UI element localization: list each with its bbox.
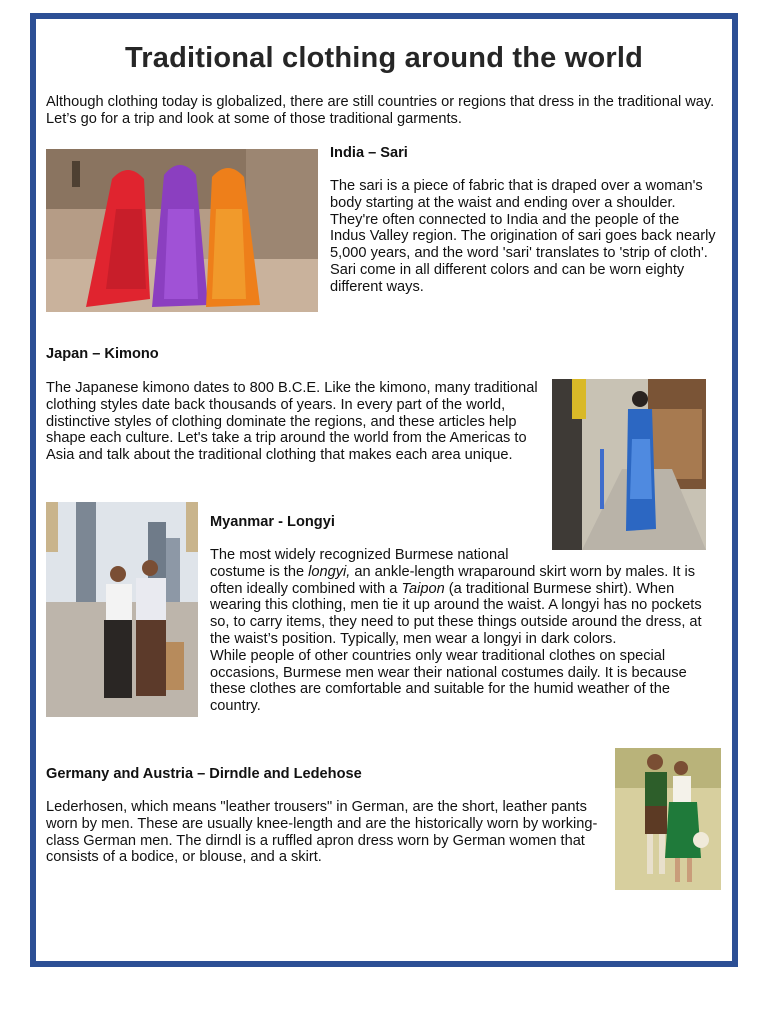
japan-heading: Japan – Kimono bbox=[46, 346, 159, 362]
germany-heading: Germany and Austria – Dirndle and Ledehose bbox=[46, 766, 362, 782]
japan-kimono-photo bbox=[552, 379, 706, 550]
myanmar-paragraph-line1: The most widely recognized Burmese national bbox=[210, 547, 509, 563]
page-title: Traditional clothing around the world bbox=[124, 42, 644, 74]
myanmar-text-3: (a traditional Burmese shirt). When wearing this clothing, men tie it up around the waist. A longyi has no pockets so, to carry items, they need to put these things outside around the dress, at the waist’s position. Typically, men wear a longyi in dark colors. bbox=[210, 580, 702, 647]
india-paragraph: The sari is a piece of fabric that is draped over a woman's body starting at the waist and ending over a shoulder. They're often connected to India and the people of the Indus Valley region. The origination of sari goes back nearly 5,000 years, and the word 'sari' translates to 'strip of cloth'. Sari come in all different colors and can be worn eighty different ways. bbox=[330, 178, 716, 295]
myanmar-term-longyi: longyi, bbox=[308, 563, 351, 580]
myanmar-heading: Myanmar - Longyi bbox=[210, 514, 335, 530]
japan-paragraph: The Japanese kimono dates to 800 B.C.E. Like the kimono, many traditional clothing styles date back thousands of years. In every part of the world, distinctive styles of clothing dominate the regions, and these articles help shape each culture. Let's take a trip around the world from the Americas to Asia and talk about the traditional clothing that makes each area unique. bbox=[46, 380, 538, 464]
india-heading: India – Sari bbox=[330, 145, 408, 161]
myanmar-text-1: costume is the bbox=[210, 563, 309, 580]
germany-paragraph: Lederhosen, which means "leather trousers" in German, are the short, leather pants worn by men. These are usually knee-length and are the historically worn by working-class German men. The dirndl is a ruffled apron dress worn by German women that consists of a bodice, or blouse, and a skirt. bbox=[46, 799, 598, 866]
myanmar-paragraph-2: While people of other countries only wear traditional clothes on special occasions, Burmese men wear their national costumes daily. It is because these clothes are comfortable and suitable for the humid weather of the country. bbox=[210, 647, 687, 715]
myanmar-longyi-photo bbox=[46, 502, 198, 717]
myanmar-paragraph bbox=[210, 547, 720, 715]
intro-paragraph: Although clothing today is globalized, there are still countries or regions that dress in the traditional way. Let’s go for a trip and look at some of those traditional garments. bbox=[46, 94, 715, 127]
india-sari-photo bbox=[46, 149, 318, 312]
myanmar-term-taipon: Taipon bbox=[401, 580, 445, 597]
myanmar-text-2: an ankle-length wraparound skirt worn by males. It is often ideally combined with a bbox=[210, 563, 696, 597]
germany-dirndl-photo bbox=[615, 748, 721, 890]
